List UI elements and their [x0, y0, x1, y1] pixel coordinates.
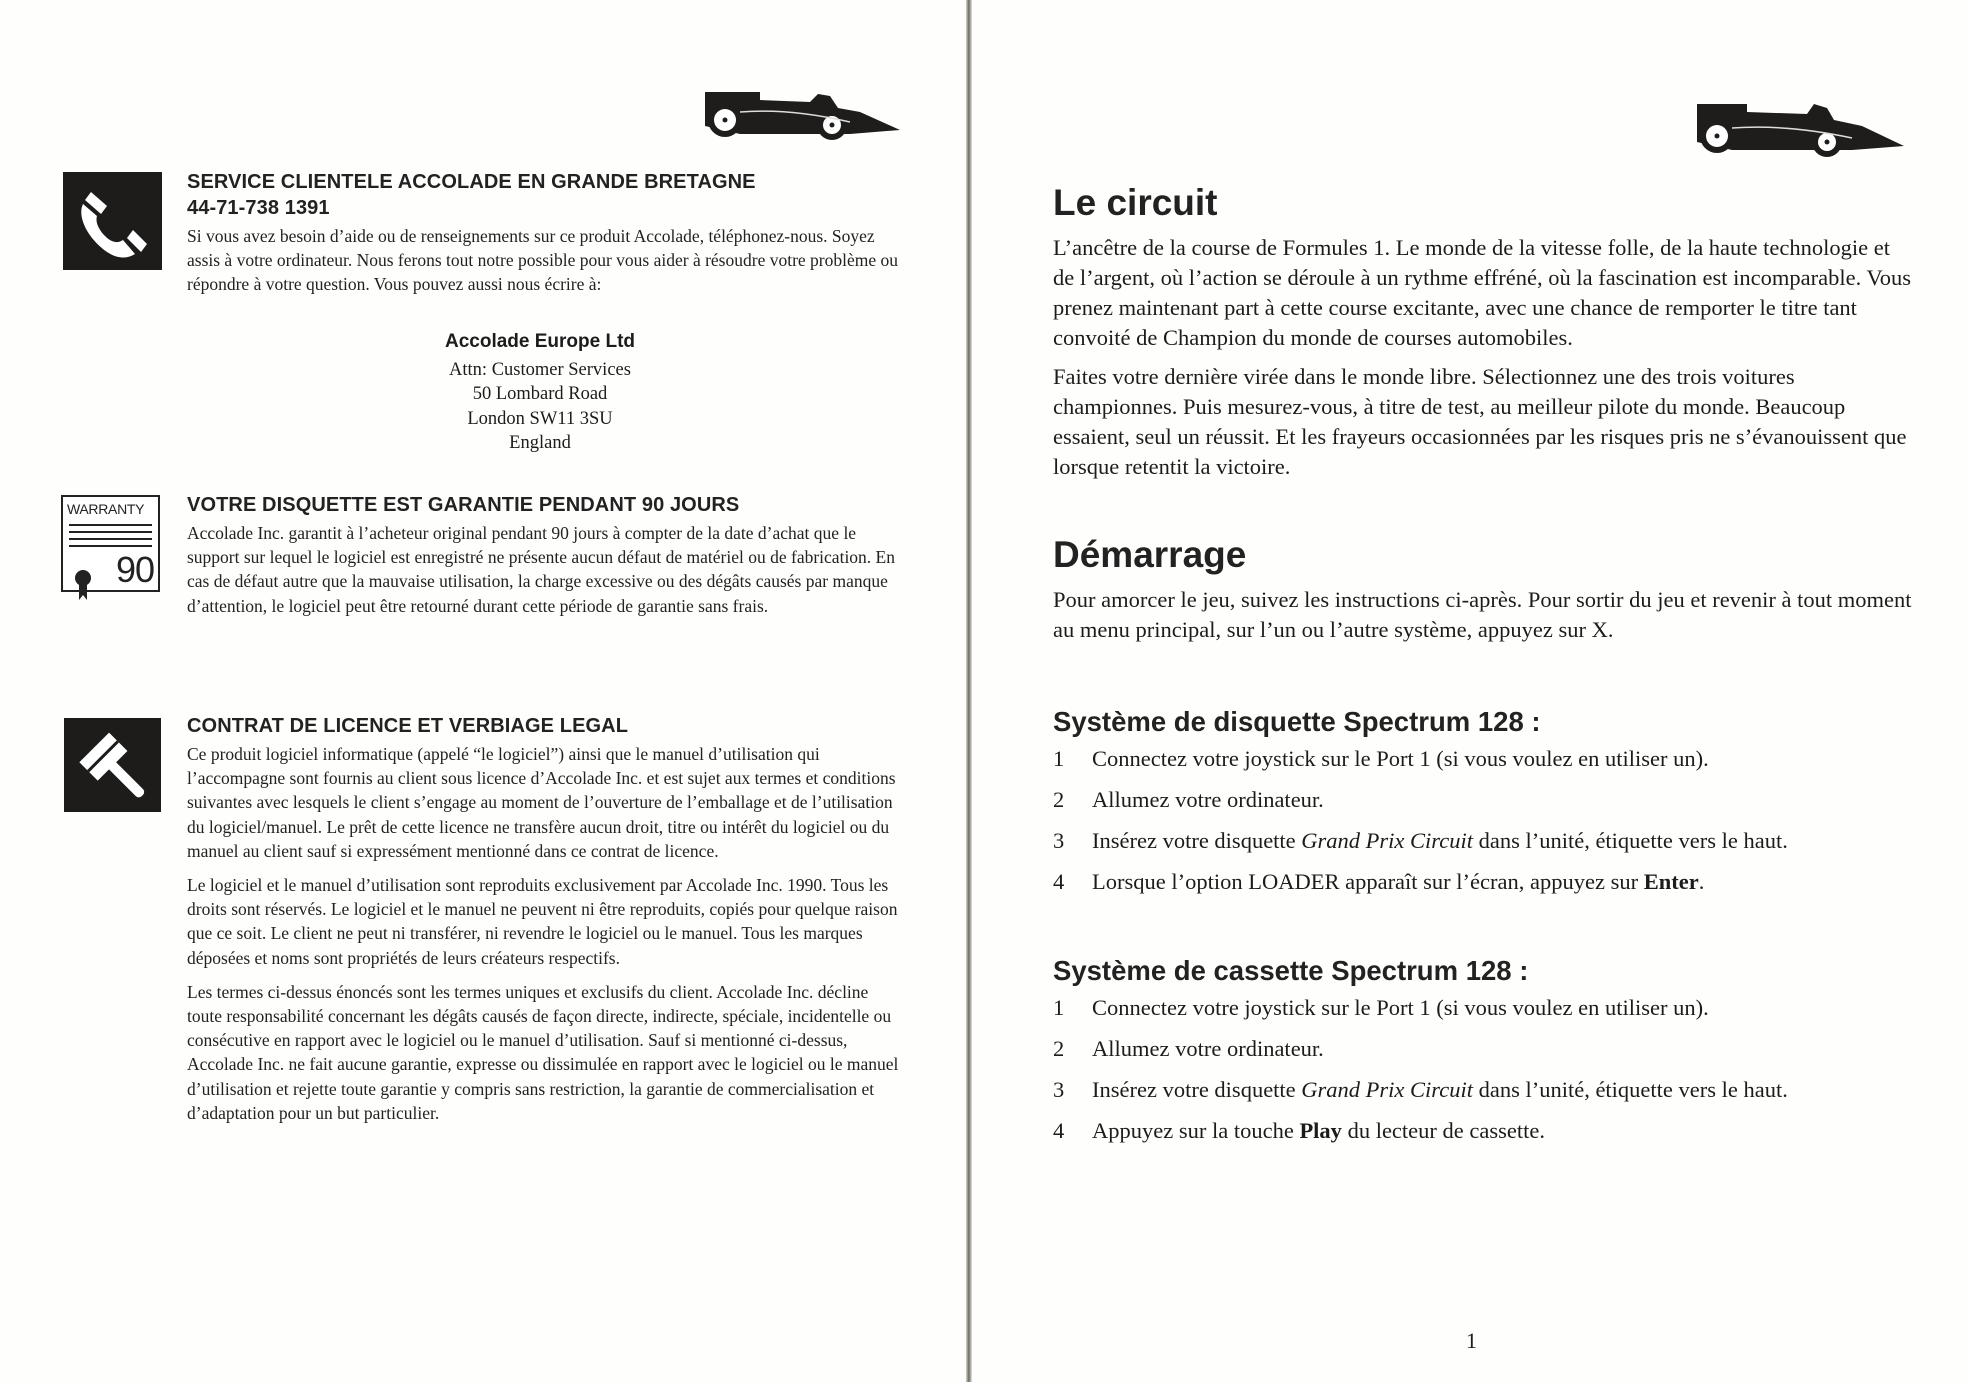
- list-item: [1053, 993, 1913, 1023]
- address-line: London SW11 3SU: [467, 408, 613, 429]
- disk-system-heading: Système de disquette Spectrum 128 :: [1053, 706, 1541, 737]
- warranty-icon: [61, 495, 160, 592]
- company-name: Accolade Europe Ltd: [444, 331, 636, 352]
- step-text: Appuyez sur la touche Play du lecteur de cassette.: [1092, 1118, 1545, 1143]
- step-number: 4: [1053, 869, 1065, 894]
- step-number: 2: [1053, 787, 1065, 812]
- list-item: [1053, 785, 1913, 815]
- support-phone-number: 44-71-738 1391: [187, 197, 330, 219]
- paragraph: Le logiciel et le manuel d’utilisation sont reproduits exclusivement par Accolade Inc. 1990. Tous les droits sont réservés. Le logiciel et le manuel ne peuvent ni être reproduits, copiés pour quelque raison que ce soit. Le client ne peut ni transférer, ni revendre le logiciel ou le manuel. Tous les marques déposées et noms sont propriétés de leurs créateurs respectifs.: [187, 875, 898, 968]
- section-body: [187, 742, 907, 1125]
- section-title-circuit: Le circuit: [1053, 182, 1218, 223]
- paragraph: Ce produit logiciel informatique (appelé “le logiciel”) ainsi que le manuel d’utilisation qui l’accompagne sont fournis au client sous licence d’Accolade Inc. et est sujet aux termes et conditions suivantes avec lesquels le client s’engage au moment de l’ouverture de l’emballage et de l’utilisation du logiciel/manuel. Le prêt de cette licence ne transfère aucun droit, titre ou intérêt du logiciel ou du manuel au client sauf si expressément mentionné dans ce contrat de licence.: [187, 744, 896, 861]
- address-line: Attn: Customer Services: [449, 359, 631, 380]
- step-number: 3: [1053, 828, 1065, 853]
- step-text: Allumez votre ordinateur.: [1092, 1036, 1324, 1061]
- step-text: Insérez votre disquette Grand Prix Circuit dans l’unité, étiquette vers le haut.: [1092, 1077, 1788, 1102]
- paragraph: L’ancêtre de la course de Formules 1. Le monde de la vitesse folle, de la haute technologie et de l’argent, où l’action se déroule à un rythme effréné, où la fascination est incomparable. Vous prenez maintenant part à cette course excitante, avec une chance de remporter le titre tant convoité de Champion du monde de courses automobiles.: [1053, 235, 1912, 350]
- left-page: [0, 0, 968, 1382]
- race-car-icon: [700, 82, 920, 142]
- step-number: 1: [1053, 746, 1065, 771]
- address-line: 50 Lombard Road: [472, 384, 608, 404]
- paragraph: Les termes ci-dessus énoncés sont les termes uniques et exclusifs du client. Accolade Inc. décline toute responsabilité concernant les dégâts causés de façon directe, indirecte, spéciale, incidentelle ou consécutive en rapport avec le logiciel ou le manuel d’utilisation. Sauf si mentionné ci-dessus, Accolade Inc. ne fait aucune garantie, expresse ou dissimulée en rapport avec le logiciel ou le manuel d’utilisation et rejette toute garantie y compris sans restriction, la garantie de commercialisation et d’adaptation pour un but particulier.: [187, 981, 899, 1123]
- page-number: 1: [1466, 1328, 1477, 1353]
- list-item: [1053, 867, 1913, 897]
- section-body: [187, 224, 907, 297]
- disk-steps-list: [1053, 744, 1913, 908]
- step-text: Lorsque l’option LOADER apparaît sur l’écran, appuyez sur Enter.: [1092, 869, 1705, 894]
- cassette-steps-list: [1053, 993, 1913, 1157]
- section-heading: VOTRE DISQUETTE EST GARANTIE PENDANT 90 JOURS: [187, 494, 740, 516]
- circuit-body: [1053, 233, 1913, 482]
- section-body: [187, 521, 907, 618]
- paragraph: Si vous avez besoin d’aide ou de renseignements sur ce produit Accolade, téléphonez-nous. Soyez assis à votre ordinateur. Nous ferons tout notre possible pour vous aider à résoudre votre problème ou répondre à votre question. Vous pouvez aussi nous écrire à:: [187, 226, 899, 295]
- paragraph: Accolade Inc. garantit à l’acheteur original pendant 90 jours à compter de la date d’achat que le support sur lequel le logiciel est enregistré ne présente aucun défaut de matériel ou de fabrication. En cas de défaut autre que la mauvaise utilisation, la charge excessive ou des dégâts causés par manque d’attention, le logiciel peut être retourné durant cette période de garantie sans frais.: [187, 523, 895, 616]
- step-text: Insérez votre disquette Grand Prix Circuit dans l’unité, étiquette vers le haut.: [1092, 828, 1788, 853]
- step-number: 3: [1053, 1077, 1065, 1102]
- step-number: 2: [1053, 1036, 1065, 1061]
- warranty-days: 90: [115, 549, 154, 590]
- demarrage-intro: Pour amorcer le jeu, suivez les instructions ci-après. Pour sortir du jeu et revenir à tout moment au menu principal, sur l’un ou l’autre système, appuyez sur X.: [1053, 587, 1912, 642]
- step-text: Allumez votre ordinateur.: [1092, 787, 1324, 812]
- step-number: 4: [1053, 1118, 1065, 1143]
- mailing-address: [340, 330, 740, 456]
- phone-icon: [63, 172, 162, 270]
- race-car-icon: [1692, 96, 1922, 158]
- step-text: Connectez votre joystick sur le Port 1 (si vous voulez en utiliser un).: [1092, 746, 1709, 771]
- address-line: England: [509, 433, 571, 453]
- game-title: Grand Prix Circuit: [1301, 828, 1473, 853]
- step-number: 1: [1053, 995, 1065, 1020]
- section-heading: CONTRAT DE LICENCE ET VERBIAGE LEGAL: [187, 715, 629, 737]
- list-item: [1053, 1116, 1913, 1146]
- seal-icon: [73, 568, 93, 602]
- list-item: [1053, 1075, 1913, 1105]
- gavel-icon: [64, 718, 161, 812]
- list-item: [1053, 744, 1913, 774]
- paragraph: Faites votre dernière virée dans le monde libre. Sélectionnez une des trois voitures championnes. Puis mesurez-vous, à titre de test, au meilleur pilote du monde. Beaucoup essaient, seul un réussit. Et les frayeurs occasionnées par les risques pris ne s’évanouissent que lorsque retentit la victoire.: [1053, 364, 1907, 479]
- section-title-demarrage: Démarrage: [1053, 534, 1247, 575]
- key-name: Play: [1299, 1118, 1342, 1143]
- section-heading: SERVICE CLIENTELE ACCOLADE EN GRANDE BRETAGNE: [187, 171, 756, 193]
- key-name: Enter: [1643, 869, 1699, 894]
- list-item: [1053, 1034, 1913, 1064]
- list-item: [1053, 826, 1913, 856]
- step-text: Connectez votre joystick sur le Port 1 (si vous voulez en utiliser un).: [1092, 995, 1709, 1020]
- cassette-system-heading: Système de cassette Spectrum 128 :: [1053, 955, 1529, 986]
- warranty-label: WARRANTY: [67, 501, 145, 517]
- game-title: Grand Prix Circuit: [1301, 1077, 1473, 1102]
